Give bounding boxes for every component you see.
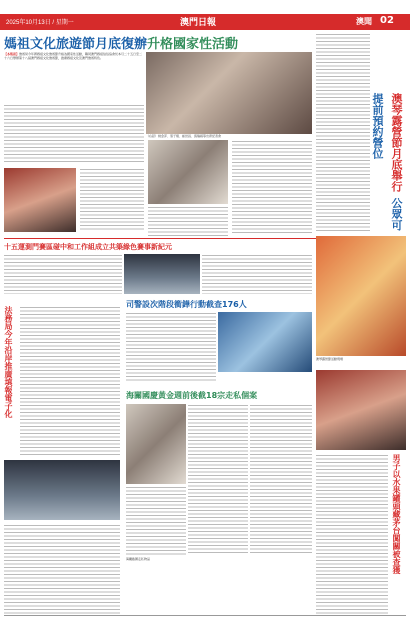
top-story-body-2: [80, 168, 144, 232]
vertical-headline-text: 法務局今年沿岸推廣填報電子化: [4, 306, 13, 418]
story-customs-body-3: [126, 486, 186, 556]
story-judicial-body: [126, 312, 216, 382]
right-headline-a: 澳琴露營節月底舉行: [390, 93, 403, 192]
bottom-rule: [4, 615, 406, 616]
story-judicial-photo: [218, 312, 312, 372]
story-camera-photo: [124, 254, 200, 294]
right-headline-vertical: [371, 93, 406, 233]
camping-photo-caption: 澳琴露營節活動現場: [316, 357, 344, 361]
story-bottom-right-body: [316, 454, 388, 614]
portrait-photo-center: [148, 140, 228, 204]
story-customs-body-2: [250, 404, 312, 554]
right-headline-b: 公眾可提前預約營位: [371, 93, 403, 231]
section-label: 澳聞: [356, 17, 372, 26]
top-headline-part-b: 升格國家性活動: [147, 37, 239, 52]
story-customs-body-1: [188, 404, 248, 554]
story-customs-headline: 海關國慶黃金週前後截18宗走私個案: [126, 391, 258, 400]
bottom-left-photo: [4, 460, 120, 520]
lead-text: 旅遊局今年將媽祖文化旅遊節升格為國家性活動，聯同澳門媽祖信俗協會於本月二十五日至二十六日舉辦第十八屆澳門媽祖文化旅遊節，推廣媽祖文化及澳門旅遊特色。: [4, 52, 143, 60]
story-customs-caption: 海關截獲走私物品: [126, 557, 151, 561]
masthead-date: 2025年10月13日 / 星期一: [6, 20, 74, 26]
story-vertical-headline: [4, 306, 18, 456]
story-customs-photo: [126, 404, 186, 484]
masthead-logo: 澳門日報: [180, 18, 217, 28]
top-story-photo-caption: （右起）姚金萍、蔡子翔、崔世昌、張瑞娟等出席記者會: [146, 134, 222, 138]
masthead: [0, 0, 410, 32]
story-camera-headline: 十五運測門賽區碰中和工作組成立共築綠色賽事新紀元: [4, 243, 172, 251]
top-headline-part-a: 媽祖文化旅遊節月底復辦: [4, 37, 148, 52]
top-story-photo: [146, 52, 312, 134]
story-camera-body: [4, 254, 122, 294]
story-bottom-right-headline: [390, 454, 406, 614]
bottom-right-headline-text: 男子以水果罐頭藏茅台闖關被查獲: [392, 454, 401, 574]
right-column: [316, 33, 406, 233]
top-story-headline: [4, 33, 316, 51]
top-story-body-1: [4, 104, 144, 164]
top-story-body-3: [232, 140, 312, 235]
story-bottles-photo: [316, 370, 406, 450]
story-judicial-headline: 司警設次階段衝鏵行動截查176人: [126, 300, 247, 309]
portrait-photo-left: [4, 168, 76, 232]
story-camera-body-2: [202, 254, 312, 294]
story-vertical-body: [20, 306, 120, 456]
top-story-body-4: [148, 206, 228, 236]
camping-photo: [316, 236, 406, 356]
bottom-left-body: [4, 524, 120, 614]
right-body-1: [316, 33, 370, 233]
lead-tag: 【本報訊】: [4, 52, 20, 56]
top-story-lead: [4, 52, 144, 102]
page-number: 02: [380, 15, 394, 26]
